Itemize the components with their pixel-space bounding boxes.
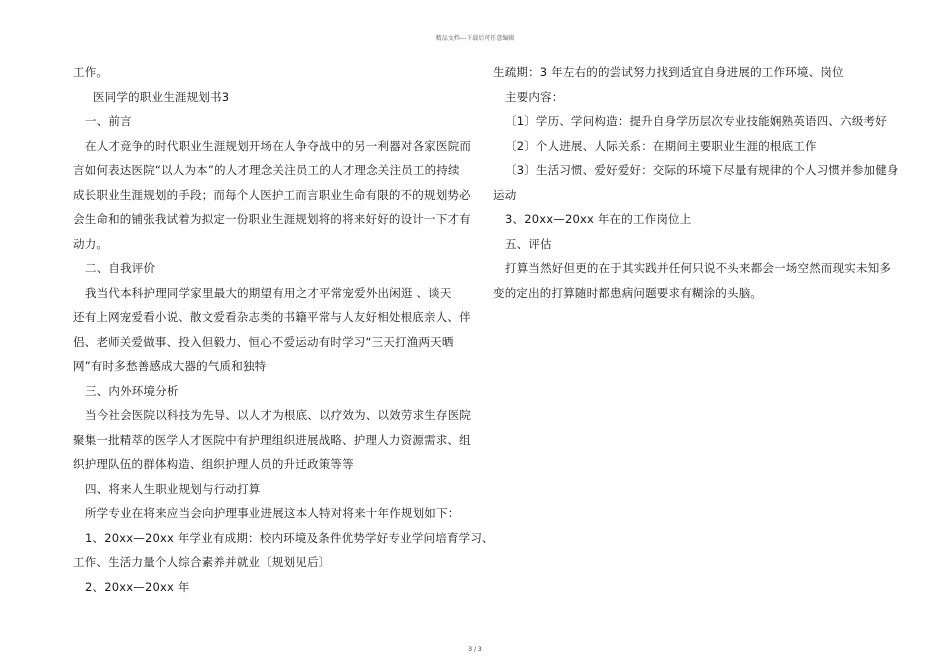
text-line: 2、20xx—20xx 年 (85, 579, 190, 594)
page-number: 3 / 3 (468, 646, 482, 653)
text-line: 打算当然好但更的在于其实践并任何只说不头来都会一场空然而现实未知多 (505, 261, 892, 275)
text-line: 当今社会医院以科技为先导、以人才为根底、以疗效为、以效劳求生存医院 (85, 408, 472, 422)
text-line: 生疏期：3 年左右的的尝试努力找到适宜自身进展的工作环境、岗位 (493, 65, 844, 79)
text-line: 变的定出的打算随时都患病问题要求有糊涂的头脑。 (493, 285, 763, 300)
text-line: 侣、老师关爱做事、投入但毅力、恒心不爱运动有时学习“三天打渔两天晒 (73, 334, 454, 349)
text-line: 二、自我评价 (85, 261, 156, 275)
text-line: 还有上网宠爱看小说、散文爱看杂志类的书籍平常与人友好相处根底亲人、伴 (73, 310, 471, 324)
text-line: 3、20xx—20xx 年在的工作岗位上 (505, 212, 692, 226)
text-line: 〔1〕学历、学问构造：提升自身学历层次专业技能娴熟英语四、六级考好 (505, 114, 887, 128)
text-line: 言如何表达医院“以人为本”的人才理念关注员工的人才理念关注员工的持续 (73, 163, 460, 177)
text-line: 运动 (493, 187, 517, 202)
text-line: 在人才竞争的时代职业生涯规划开场在人争夺战中的另一利器对各家医院而 (85, 138, 472, 153)
text-line: 一、前言 (85, 114, 132, 128)
left-column (73, 60, 494, 599)
text-line: 五、评估 (505, 236, 552, 251)
text-line: 〔3〕生活习惯、爱好爱好：交际的环境下尽量有规律的个人习惯并参加健身 (505, 163, 899, 177)
text-line: 四、将来人生职业规划与行动打算 (85, 481, 261, 496)
text-line: 〔2〕个人进展、人际关系：在期间主要职业生涯的根底工作 (505, 138, 817, 153)
text-line: 工作、生活力量个人综合素养并就业〔规划见后〕 (73, 555, 331, 569)
text-line: 主要内容： (505, 89, 564, 104)
text-line: 1、20xx—20xx 年学业有成期：校内环境及条件优势学好专业学问培育学习、 (85, 530, 494, 545)
text-line: 网”有时多愁善感成大器的气质和独特 (73, 359, 267, 373)
text-line: 会生命和的铺张我试着为拟定一份职业生涯规划将的将来好好的设计一下才有 (73, 212, 471, 226)
text-line: 医同学的职业生涯规划书3 (93, 89, 230, 104)
text-line: 工作。 (73, 65, 109, 79)
text-line: 织护理队伍的群体构造、组织护理人员的升迁政策等等 (73, 457, 354, 471)
text-line: 聚集一批精萃的医学人才医院中有护理组织进展战略、护理人力资源需求、组 (73, 432, 471, 447)
text-line: 成长职业生涯规划的手段；而每个人医护工而言职业生命有限的不的规划势必 (73, 187, 471, 202)
right-column (493, 60, 899, 305)
text-line: 我当代本科护理同学家里最大的期望有用之才平常宠爱外出闲逛 、谈天 (85, 285, 452, 300)
text-line: 三、内外环境分析 (85, 383, 179, 398)
text-line: 所学专业在将来应当会向护理事业进展这本人特对将来十年作规划如下： (85, 506, 460, 520)
text-line: 动力。 (73, 236, 109, 251)
page-header: 精品文档---下载后可任意编辑 (435, 35, 515, 42)
